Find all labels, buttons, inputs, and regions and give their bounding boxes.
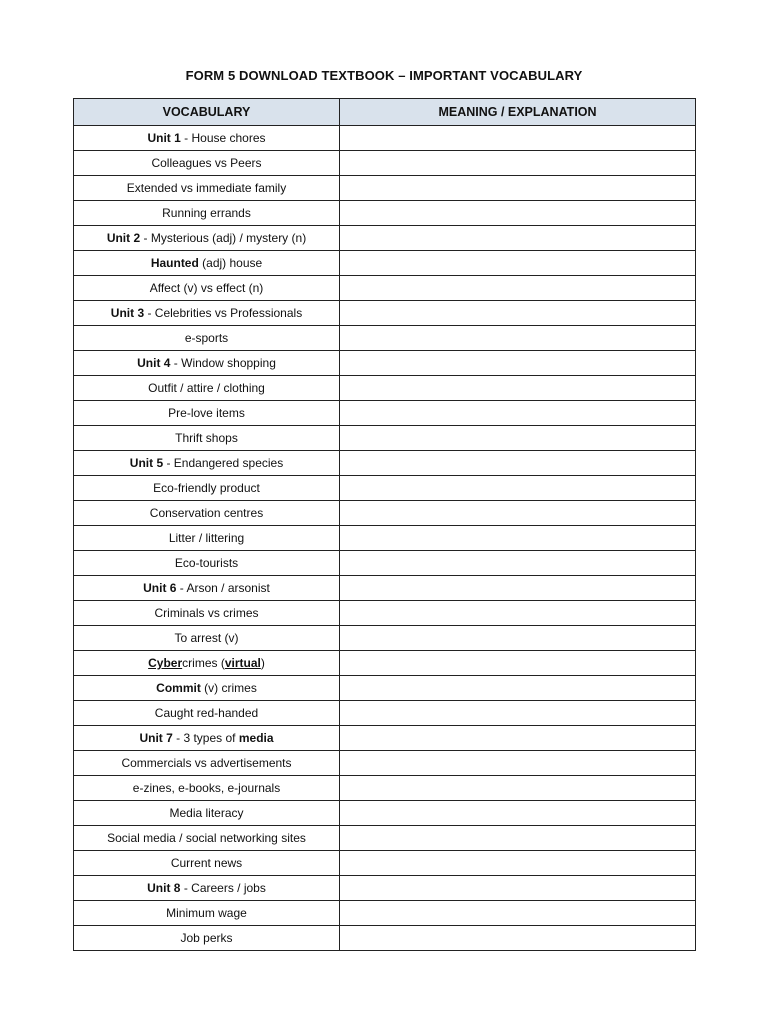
unit-separator: - — [170, 356, 182, 370]
vocab-text: Endangered species — [173, 456, 284, 470]
meaning-cell — [340, 351, 696, 376]
table-row — [74, 751, 696, 776]
vocab-text: Minimum wage — [166, 906, 247, 920]
meaning-cell — [340, 626, 696, 651]
unit-label: Unit 6 — [143, 581, 177, 595]
meaning-cell — [340, 226, 696, 251]
table-row — [74, 651, 696, 676]
meaning-cell — [340, 326, 696, 351]
unit-label: Unit 2 — [106, 231, 141, 245]
vocab-text: Caught red-handed — [154, 706, 259, 720]
vocabulary-cell — [74, 826, 340, 851]
vocab-text: Outfit / attire / clothing — [148, 381, 265, 395]
vocabulary-cell — [74, 151, 340, 176]
vocabulary-cell — [74, 176, 340, 201]
vocabulary-cell — [74, 326, 340, 351]
table-row — [74, 126, 696, 151]
vocab-text: Arson / arsonist — [186, 581, 270, 595]
meaning-cell — [340, 751, 696, 776]
meaning-cell — [340, 826, 696, 851]
table-row — [74, 476, 696, 501]
meaning-cell — [340, 676, 696, 701]
meaning-cell — [340, 576, 696, 601]
unit-separator: - — [144, 306, 155, 320]
vocab-text: Job perks — [180, 931, 233, 945]
vocabulary-cell — [74, 601, 340, 626]
vocab-keyword: Commit — [156, 681, 201, 695]
meaning-cell — [340, 726, 696, 751]
vocabulary-cell — [74, 776, 340, 801]
vocab-text: Thrift shops — [175, 431, 238, 445]
meaning-cell — [340, 526, 696, 551]
meaning-cell — [340, 276, 696, 301]
vocab-text: ) — [260, 656, 265, 670]
vocab-keyword: Cyber — [148, 656, 183, 670]
table-row — [74, 876, 696, 901]
vocab-text: 3 types of — [183, 731, 239, 745]
meaning-cell — [340, 201, 696, 226]
vocabulary-cell — [74, 626, 340, 651]
vocabulary-cell — [74, 651, 340, 676]
meaning-cell — [340, 926, 696, 951]
table-header-row — [74, 99, 696, 126]
meaning-cell — [340, 451, 696, 476]
vocabulary-cell — [74, 226, 340, 251]
vocab-text: Media literacy — [169, 806, 244, 820]
vocabulary-cell — [74, 926, 340, 951]
unit-label: Unit 1 — [147, 131, 181, 145]
vocabulary-cell — [74, 426, 340, 451]
meaning-cell — [340, 251, 696, 276]
unit-label: Unit 7 — [139, 731, 173, 745]
vocab-text: Colleagues vs Peers — [151, 156, 262, 170]
table-row — [74, 426, 696, 451]
vocabulary-cell — [74, 401, 340, 426]
table-row — [74, 201, 696, 226]
vocab-text: Conservation centres — [149, 506, 264, 520]
table-row — [74, 151, 696, 176]
meaning-cell — [340, 876, 696, 901]
meaning-cell — [340, 376, 696, 401]
table-row — [74, 301, 696, 326]
table-row — [74, 276, 696, 301]
vocabulary-cell — [74, 251, 340, 276]
vocab-text: Running errands — [162, 206, 251, 220]
table-row — [74, 376, 696, 401]
vocab-text: Social media / social networking sites — [107, 831, 306, 845]
vocabulary-cell — [74, 526, 340, 551]
table-row — [74, 676, 696, 701]
vocab-text: To arrest (v) — [174, 631, 239, 645]
table-row — [74, 501, 696, 526]
vocab-keyword-wrapper — [225, 656, 261, 670]
vocabulary-cell — [74, 876, 340, 901]
vocabulary-cell — [74, 376, 340, 401]
vocab-text: Litter / littering — [168, 531, 245, 545]
meaning-cell — [340, 851, 696, 876]
vocab-text: (v) crimes — [200, 681, 257, 695]
table-row — [74, 901, 696, 926]
unit-label: Unit 8 — [147, 881, 181, 895]
vocab-text: House chores — [191, 131, 266, 145]
unit-label: Unit 5 — [129, 456, 164, 470]
unit-separator: - — [176, 581, 187, 595]
table-row — [74, 626, 696, 651]
table-row — [74, 226, 696, 251]
meaning-cell — [340, 301, 696, 326]
table-row — [74, 401, 696, 426]
vocab-keyword: virtual — [224, 656, 261, 670]
unit-separator: - — [180, 131, 192, 145]
vocab-text: (adj) house — [198, 256, 263, 270]
vocabulary-cell — [74, 201, 340, 226]
unit-separator: - — [140, 231, 151, 245]
table-row — [74, 251, 696, 276]
unit-label: Unit 3 — [110, 306, 145, 320]
vocabulary-cell — [74, 701, 340, 726]
meaning-cell — [340, 601, 696, 626]
vocabulary-table-body — [74, 126, 696, 951]
meaning-cell — [340, 651, 696, 676]
vocab-text: Current news — [170, 856, 243, 870]
vocabulary-table — [73, 98, 696, 951]
table-row — [74, 176, 696, 201]
meaning-cell — [340, 426, 696, 451]
vocab-text: Celebrities vs Professionals — [154, 306, 303, 320]
vocabulary-cell — [74, 851, 340, 876]
vocabulary-cell — [74, 451, 340, 476]
meaning-cell — [340, 501, 696, 526]
vocab-text: Eco-tourists — [174, 556, 239, 570]
vocabulary-cell — [74, 476, 340, 501]
vocab-text: Mysterious (adj) / mystery (n) — [150, 231, 307, 245]
vocabulary-cell — [74, 676, 340, 701]
vocabulary-cell — [74, 551, 340, 576]
vocabulary-cell — [74, 501, 340, 526]
meaning-cell — [340, 126, 696, 151]
table-row — [74, 826, 696, 851]
vocab-text: Careers / jobs — [191, 881, 266, 895]
meaning-cell — [340, 801, 696, 826]
vocab-text: Commercials vs advertisements — [121, 756, 292, 770]
vocab-text: crimes ( — [182, 656, 225, 670]
table-row — [74, 801, 696, 826]
vocabulary-cell — [74, 126, 340, 151]
unit-separator: - — [172, 731, 184, 745]
vocabulary-cell — [74, 751, 340, 776]
table-row — [74, 926, 696, 951]
meaning-cell — [340, 176, 696, 201]
vocab-text: Criminals vs crimes — [154, 606, 259, 620]
vocab-keyword: Haunted — [150, 256, 199, 270]
table-row — [74, 726, 696, 751]
table-row — [74, 451, 696, 476]
meaning-cell — [340, 401, 696, 426]
vocabulary-cell — [74, 301, 340, 326]
vocabulary-cell — [74, 576, 340, 601]
unit-separator: - — [163, 456, 174, 470]
vocabulary-cell — [74, 726, 340, 751]
vocabulary-column-header: VOCABULARY — [74, 99, 340, 126]
meaning-cell — [340, 701, 696, 726]
page-title: FORM 5 DOWNLOAD TEXTBOOK – IMPORTANT VOCABULARY — [185, 68, 583, 83]
table-row — [74, 526, 696, 551]
meaning-cell — [340, 476, 696, 501]
table-row — [74, 701, 696, 726]
vocab-text: e-sports — [184, 331, 229, 345]
vocabulary-cell — [74, 351, 340, 376]
meaning-cell — [340, 776, 696, 801]
vocabulary-cell — [74, 276, 340, 301]
vocab-keyword: media — [238, 731, 274, 745]
table-row — [74, 351, 696, 376]
table-row — [74, 326, 696, 351]
vocab-text: Eco-friendly product — [153, 481, 260, 495]
unit-separator: - — [180, 881, 192, 895]
meaning-cell — [340, 551, 696, 576]
vocabulary-cell — [74, 901, 340, 926]
meaning-cell — [340, 901, 696, 926]
table-row — [74, 601, 696, 626]
vocab-text: e-zines, e-books, e-journals — [132, 781, 281, 795]
table-row — [74, 576, 696, 601]
table-row — [74, 551, 696, 576]
table-row — [74, 776, 696, 801]
table-row — [74, 851, 696, 876]
vocabulary-cell — [74, 801, 340, 826]
vocab-keyword-wrapper — [148, 656, 182, 670]
vocab-text: Extended vs immediate family — [126, 181, 287, 195]
unit-label: Unit 4 — [137, 356, 171, 370]
meaning-cell — [340, 151, 696, 176]
meaning-column-header: MEANING / EXPLANATION — [340, 99, 696, 126]
vocab-text: Window shopping — [181, 356, 276, 370]
vocab-text: Pre-love items — [168, 406, 245, 420]
vocab-text: Affect (v) vs effect (n) — [149, 281, 264, 295]
